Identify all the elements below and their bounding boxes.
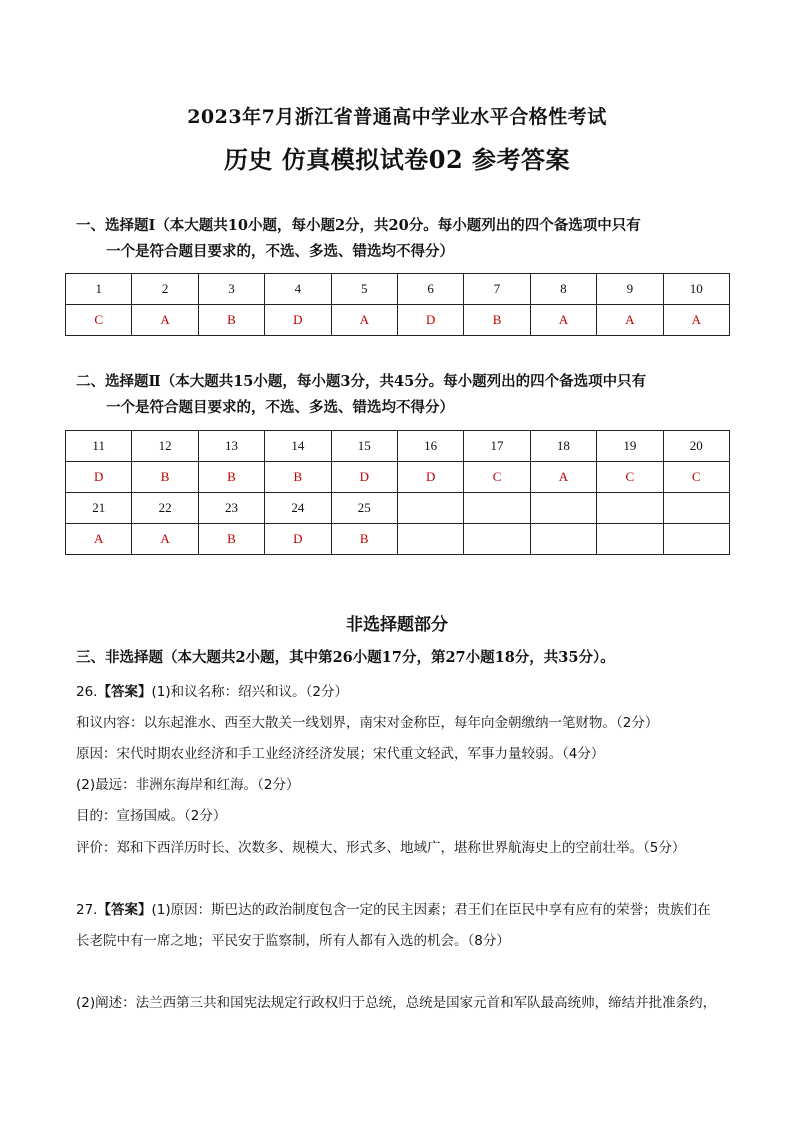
question-number: 9 bbox=[597, 274, 663, 305]
answer-tag: 【答案】 bbox=[97, 684, 152, 700]
answer-cell: A bbox=[530, 305, 596, 336]
nonchoice-section-title: 非选择题部分 bbox=[346, 615, 448, 635]
exam-title: 2023年7月浙江省普通高中学业水平合格性考试 bbox=[187, 106, 607, 128]
empty-cell bbox=[397, 524, 463, 555]
answer-cell: D bbox=[331, 462, 397, 493]
answer-cell: A bbox=[132, 524, 198, 555]
section2-answer-row bbox=[66, 462, 730, 493]
answer-cell: B bbox=[265, 462, 331, 493]
answer-cell: D bbox=[265, 524, 331, 555]
answer-cell: B bbox=[198, 305, 264, 336]
empty-cell bbox=[663, 493, 729, 524]
answer-cell: A bbox=[663, 305, 729, 336]
question-number: 17 bbox=[464, 431, 530, 462]
question-number: 12 bbox=[132, 431, 198, 462]
section2-answer-row-2 bbox=[66, 524, 730, 555]
question-number: 21 bbox=[66, 493, 132, 524]
q27-line2: 长老院中有一席之地；平民安于监察制，所有人都有入选的机会。（8分） bbox=[76, 933, 510, 949]
question-number: 22 bbox=[132, 493, 198, 524]
question-number: 8 bbox=[530, 274, 596, 305]
question-number: 7 bbox=[464, 274, 530, 305]
q26-line5: 目的：宣扬国威。（2分） bbox=[76, 808, 227, 824]
q27-prefix: 27. bbox=[76, 902, 98, 918]
q27-text1: (1)原因：斯巴达的政治制度包含一定的民主因素；君王们在臣民中享有应有的荣誉；贵族们在 bbox=[151, 902, 711, 918]
q26-line4: (2)最远：非洲东海岸和红海。（2分） bbox=[76, 777, 300, 793]
question-number: 13 bbox=[198, 431, 264, 462]
section2-number-row bbox=[66, 431, 730, 462]
question-number: 11 bbox=[66, 431, 132, 462]
answer-cell: D bbox=[397, 462, 463, 493]
answer-cell: A bbox=[66, 524, 132, 555]
answer-cell: B bbox=[132, 462, 198, 493]
q27-line1 bbox=[76, 898, 766, 918]
question-number: 24 bbox=[265, 493, 331, 524]
section2-number-row-2 bbox=[66, 493, 730, 524]
empty-cell bbox=[530, 493, 596, 524]
answer-tag: 【答案】 bbox=[97, 902, 152, 918]
section1-heading-line2: 一个是符合题目要求的，不选、多选、错选均不得分） bbox=[106, 243, 454, 260]
empty-cell bbox=[464, 524, 530, 555]
section2-heading bbox=[76, 369, 736, 421]
question-number: 2 bbox=[132, 274, 198, 305]
question-number: 3 bbox=[198, 274, 264, 305]
answer-cell: D bbox=[66, 462, 132, 493]
q26-line2: 和议内容：以东起淮水、西至大散关一线划界，南宋对金称臣，每年向金朝缴纳一笔财物。（2分） bbox=[76, 715, 659, 731]
section1-answer-table bbox=[65, 273, 730, 336]
section2-answer-table bbox=[65, 430, 730, 555]
q26-line3: 原因：宋代时期农业经济和手工业经济经济发展；宋代重文轻武，军事力量较弱。（4分） bbox=[76, 746, 605, 762]
answer-cell: C bbox=[663, 462, 729, 493]
answer-cell: A bbox=[331, 305, 397, 336]
empty-cell bbox=[597, 524, 663, 555]
section1-answer-row bbox=[66, 305, 730, 336]
question-number: 25 bbox=[331, 493, 397, 524]
q26-line1 bbox=[76, 680, 766, 700]
question-number: 6 bbox=[397, 274, 463, 305]
q27-line3: (2)阐述：法兰西第三共和国宪法规定行政权归于总统，总统是国家元首和军队最高统帅，缔结并批准条约， bbox=[76, 995, 717, 1011]
answer-cell: C bbox=[464, 462, 530, 493]
question-number: 18 bbox=[530, 431, 596, 462]
section1-heading bbox=[76, 213, 736, 265]
question-number: 4 bbox=[265, 274, 331, 305]
question-number: 19 bbox=[597, 431, 663, 462]
question-number: 20 bbox=[663, 431, 729, 462]
answer-cell: B bbox=[198, 524, 264, 555]
answer-cell: B bbox=[331, 524, 397, 555]
empty-cell bbox=[397, 493, 463, 524]
question-number: 16 bbox=[397, 431, 463, 462]
section1-number-row bbox=[66, 274, 730, 305]
question-number: 10 bbox=[663, 274, 729, 305]
answer-cell: A bbox=[530, 462, 596, 493]
answer-cell: A bbox=[597, 305, 663, 336]
q26-line6: 评价：郑和下西洋历时长、次数多、规模大、形式多、地域广，堪称世界航海史上的空前壮举。（5分） bbox=[76, 840, 686, 856]
page-title: 历史 仿真模拟试卷02 参考答案 bbox=[223, 145, 571, 174]
question-number: 14 bbox=[265, 431, 331, 462]
section2-heading-line2: 一个是符合题目要求的，不选、多选、错选均不得分） bbox=[106, 399, 454, 416]
answer-cell: C bbox=[66, 305, 132, 336]
question-number: 5 bbox=[331, 274, 397, 305]
answer-cell: B bbox=[464, 305, 530, 336]
answer-cell: B bbox=[198, 462, 264, 493]
answer-cell: A bbox=[132, 305, 198, 336]
answer-cell: C bbox=[597, 462, 663, 493]
empty-cell bbox=[464, 493, 530, 524]
answer-cell: D bbox=[397, 305, 463, 336]
section2-heading-line1: 二、选择题Ⅱ（本大题共15小题，每小题3分，共45分。每小题列出的四个备选项中只有 bbox=[76, 373, 647, 390]
section3-heading: 三、非选择题（本大题共2小题，其中第26小题17分，第27小题18分，共35分）。 bbox=[76, 649, 615, 666]
section1-heading-line1: 一、选择题Ⅰ（本大题共10小题，每小题2分，共20分。每小题列出的四个备选项中只有 bbox=[76, 217, 641, 234]
empty-cell bbox=[597, 493, 663, 524]
q26-prefix: 26. bbox=[76, 684, 98, 700]
question-number: 1 bbox=[66, 274, 132, 305]
question-number: 15 bbox=[331, 431, 397, 462]
q26-text1: (1)和议名称：绍兴和议。（2分） bbox=[151, 684, 348, 700]
empty-cell bbox=[530, 524, 596, 555]
question-number: 23 bbox=[198, 493, 264, 524]
empty-cell bbox=[663, 524, 729, 555]
answer-cell: D bbox=[265, 305, 331, 336]
